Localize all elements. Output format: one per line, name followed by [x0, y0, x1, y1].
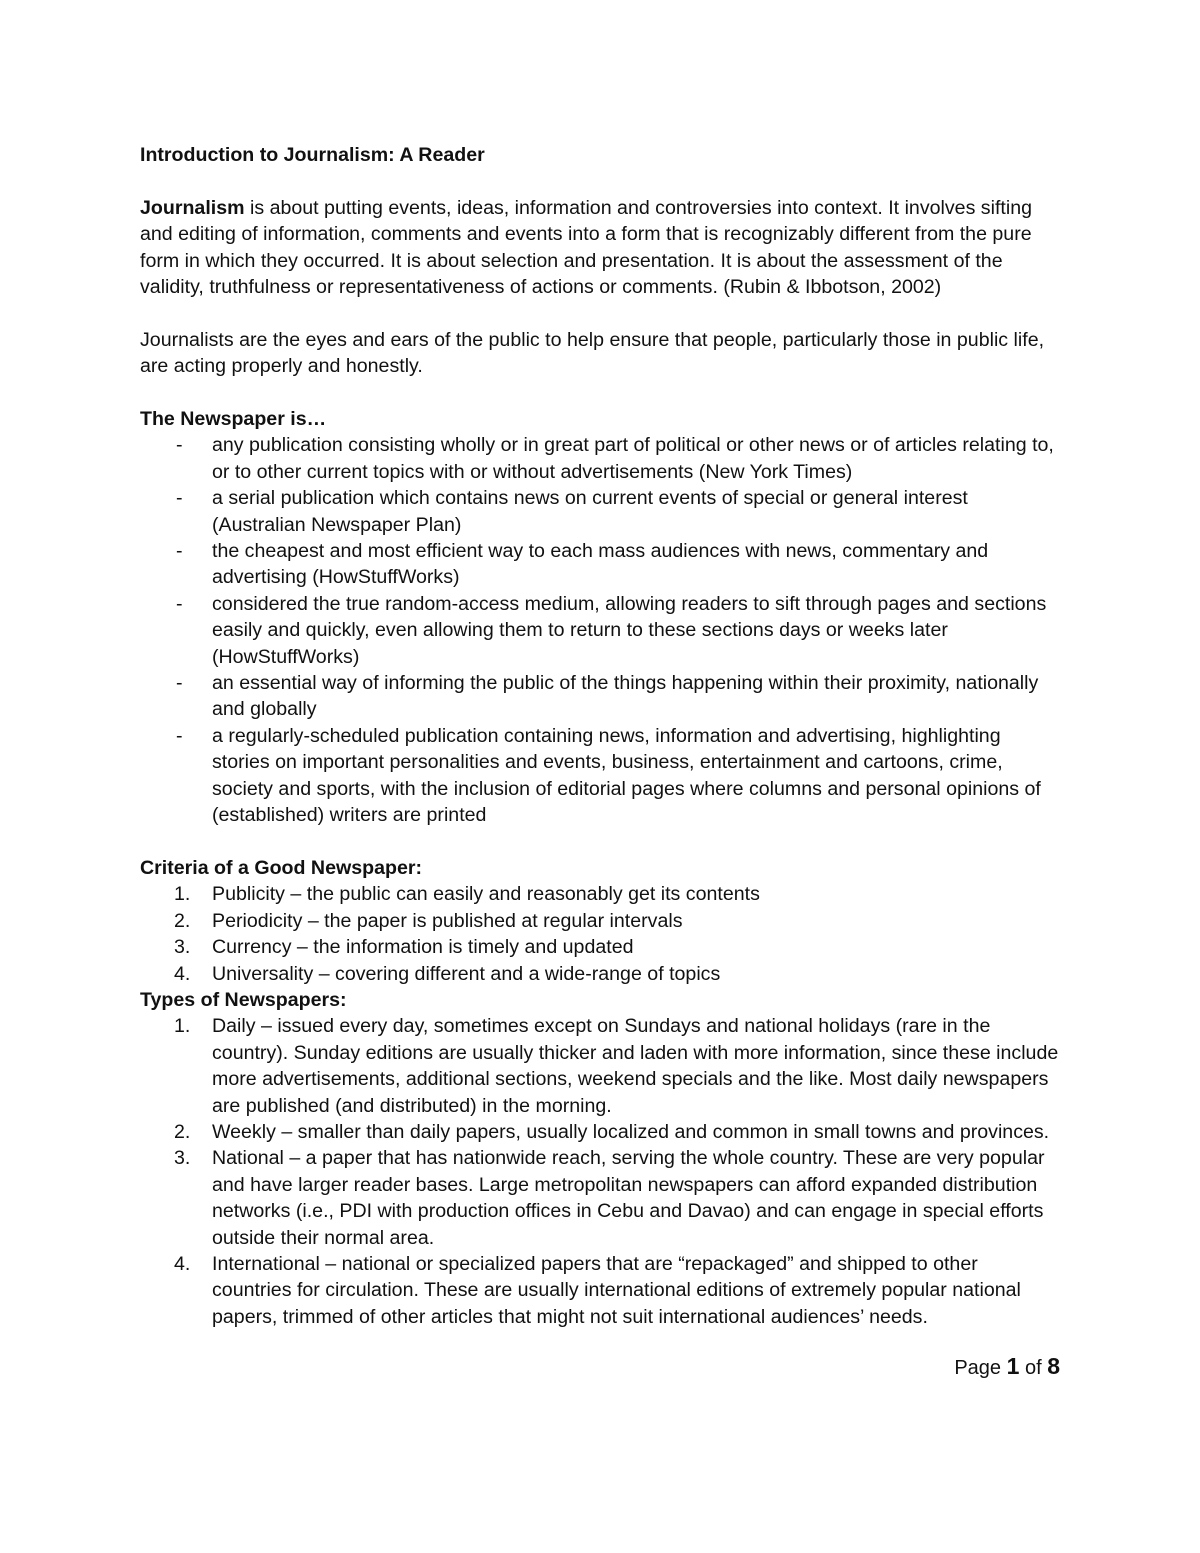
- criteria-list: [140, 881, 1060, 987]
- list-item: [140, 934, 1060, 960]
- list-item: [140, 1119, 1060, 1145]
- list-item-text: Universality – covering different and a wide-range of topics: [212, 962, 721, 985]
- criteria-heading: Criteria of a Good Newspaper:: [140, 856, 422, 879]
- journalism-definition-text: is about putting events, ideas, information and controversies into context. It involves sifting and editing of information, comments and events into a form that is recognizably different from the pure form in which they occurred. It is about selection and presentation. It is about the assessment of the validity, truthfulness or representativeness of actions or comments. (Rubin & Ibbotson, 2002): [140, 196, 1032, 299]
- list-item-text: considered the true random-access medium, allowing readers to sift through pages and sections easily and quickly, even allowing them to return to these sections days or weeks later (HowStuffWorks): [212, 592, 1047, 668]
- document-body: [140, 142, 1060, 1330]
- list-item: [140, 1013, 1060, 1119]
- list-item-text: Currency – the information is timely and updated: [212, 936, 634, 959]
- list-number: 2.: [174, 909, 191, 932]
- dash-bullet: -: [176, 724, 183, 747]
- list-item-text: Periodicity – the paper is published at regular intervals: [212, 909, 683, 932]
- newspaper-definition-list: [140, 432, 1060, 828]
- list-item: [140, 591, 1060, 670]
- types-heading: Types of Newspapers:: [140, 988, 347, 1011]
- list-item: [140, 881, 1060, 907]
- list-number: 2.: [174, 1120, 191, 1143]
- list-item: [140, 1145, 1060, 1251]
- list-item: [140, 538, 1060, 591]
- list-item: [140, 485, 1060, 538]
- list-item: [140, 432, 1060, 485]
- total-page-count: 8: [1047, 1353, 1060, 1379]
- of-label: of: [1019, 1357, 1048, 1379]
- list-item-text: National – a paper that has nationwide reach, serving the whole country. These are very popular and have larger reader bases. Large metropolitan newspapers can afford expanded distribution networks (i.e., PDI with production offices in Cebu and Davao) and can engage in special efforts outside their normal area.: [212, 1147, 1045, 1249]
- list-item-text: any publication consisting wholly or in great part of political or other news or of articles relating to, or to other current topics with or without advertisements (New York Times): [212, 434, 1054, 483]
- list-number: 3.: [174, 1147, 191, 1170]
- document-title: Introduction to Journalism: A Reader: [140, 144, 485, 166]
- list-item-text: a regularly-scheduled publication containing news, information and advertising, highlighting stories on important personalities and events, business, entertainment and cartoons, crime, society and sports, with the inclusion of editorial pages where columns and personal opinions of (established) writers are printed: [212, 724, 1041, 827]
- current-page-number: 1: [1006, 1353, 1020, 1379]
- list-item-text: Weekly – smaller than daily papers, usually localized and common in small towns and provinces.: [212, 1120, 1050, 1143]
- list-number: 1.: [174, 883, 191, 906]
- list-number: 1.: [174, 1015, 191, 1038]
- list-item-text: International – national or specialized papers that are “repackaged” and shipped to other countries for circulation. These are usually international editions of extremely popular national papers, trimmed of other articles that might not suit international audiences’ needs.: [212, 1253, 1021, 1328]
- journalists-paragraph: Journalists are the eyes and ears of the public to help ensure that people, particularly those in public life, are acting properly and honestly.: [140, 328, 1045, 378]
- page-number-footer: [954, 1353, 1060, 1381]
- list-item: [140, 1251, 1060, 1330]
- dash-bullet: -: [176, 592, 183, 615]
- dash-bullet: -: [176, 434, 183, 457]
- list-item-text: the cheapest and most efficient way to each mass audiences with news, commentary and advertising (HowStuffWorks): [212, 540, 989, 589]
- dash-bullet: -: [176, 540, 183, 563]
- list-item: [140, 961, 1060, 987]
- list-item: [140, 908, 1060, 934]
- list-number: 3.: [174, 936, 191, 959]
- list-item-text: Daily – issued every day, sometimes except on Sundays and national holidays (rare in the country). Sunday editions are usually thicker and laden with more information, since these include more advertisements, additional sections, weekend specials and the like. Most daily newspapers are published (and distributed) in the morning.: [212, 1015, 1059, 1117]
- dash-bullet: -: [176, 672, 183, 695]
- list-item-text: Publicity – the public can easily and reasonably get its contents: [212, 883, 760, 906]
- list-item: [140, 723, 1060, 829]
- newspaper-heading: The Newspaper is…: [140, 408, 327, 431]
- journalism-definition-paragraph: [140, 195, 1060, 301]
- types-list: [140, 1013, 1060, 1330]
- list-number: 4.: [174, 1253, 191, 1275]
- list-item: [140, 670, 1060, 723]
- page-label: Page: [954, 1357, 1007, 1379]
- journalism-term: Journalism: [140, 196, 245, 219]
- list-item-text: a serial publication which contains news on current events of special or general interest (Australian Newspaper Plan): [212, 487, 968, 536]
- list-item-text: an essential way of informing the public of the things happening within their proximity, nationally and globally: [212, 672, 1039, 721]
- list-number: 4.: [174, 962, 191, 985]
- dash-bullet: -: [176, 487, 183, 510]
